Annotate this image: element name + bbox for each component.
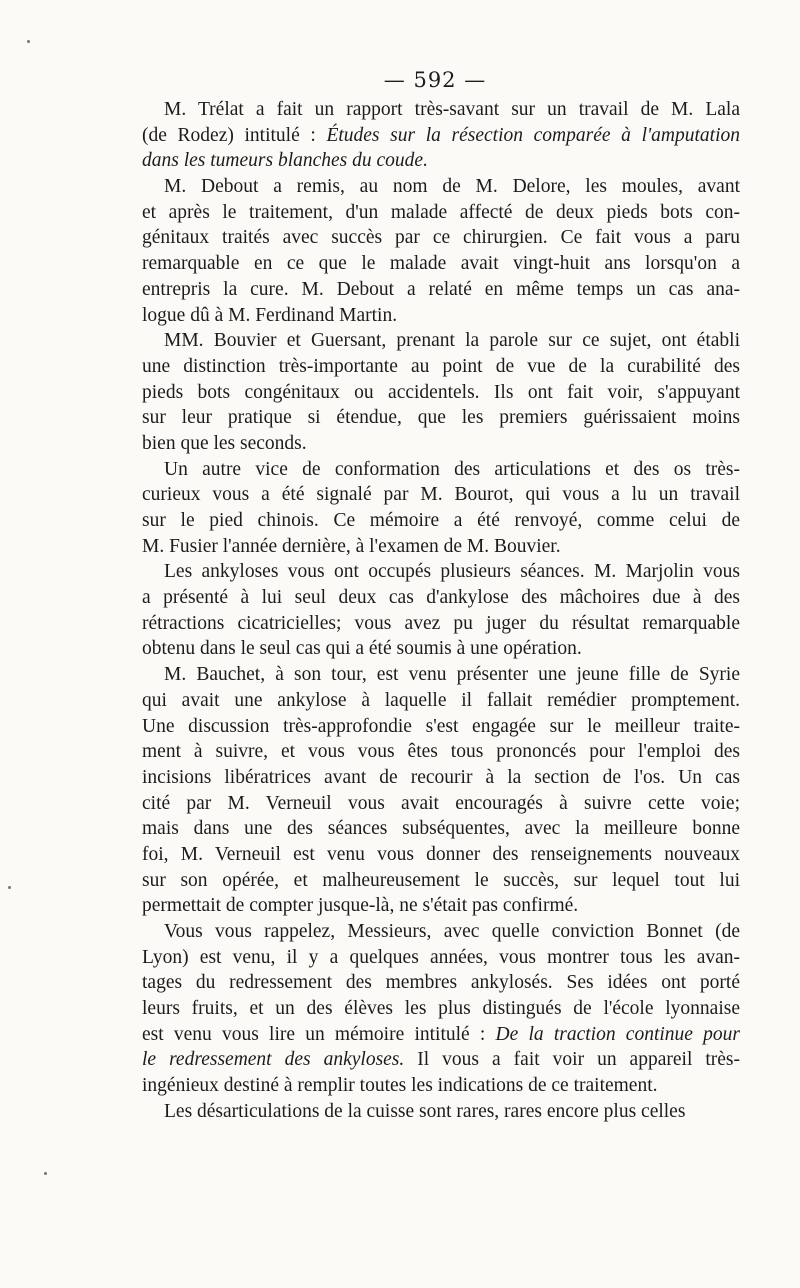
text-run: qui avait une ankylose à laquelle il fallait remédier promptement. <box>142 689 740 711</box>
body-text <box>142 97 740 1125</box>
text-run: curieux vous a été signalé par M. Bourot, qui vous a lu un travail <box>142 484 740 506</box>
text-line <box>142 688 740 714</box>
text-run: Les désarticulations de la cuisse sont rares, rares encore plus celles <box>164 1100 686 1122</box>
text-line <box>142 893 740 919</box>
text-line <box>142 919 740 945</box>
text-line <box>142 739 740 765</box>
text-line <box>142 945 740 971</box>
text-line <box>142 1073 740 1099</box>
text-run: ingénieux destiné à remplir toutes les indications de ce traitement. <box>142 1075 658 1097</box>
text-line <box>142 868 740 894</box>
text-line <box>142 1022 740 1048</box>
text-run: ment à suivre, et vous vous êtes tous prononcés pour l'emploi des <box>142 741 740 763</box>
text-run: sur son opérée, et malheureusement le succès, sur lequel tout lui <box>142 869 740 891</box>
italic-text-run: Études sur la résection comparée à l'amputation <box>326 124 740 146</box>
text-run: Une discussion très-approfondie s'est engagée sur le meilleur traite- <box>142 715 740 737</box>
italic-text-run: De la traction continue pour <box>495 1023 741 1045</box>
text-line <box>142 200 740 226</box>
text-run: leurs fruits, et un des élèves les plus distingués de l'école lyonnaise <box>142 998 740 1020</box>
text-line <box>142 714 740 740</box>
text-line <box>142 354 740 380</box>
italic-text-run: le redressement des ankyloses. <box>142 1049 405 1071</box>
text-run: mais dans une des séances subséquentes, avec la meilleure bonne <box>142 818 740 840</box>
text-run: Lyon) est venu, il y a quelques années, vous montrer tous les avan- <box>142 946 740 968</box>
text-line <box>142 148 740 174</box>
text-run: entrepris la cure. M. Debout a relaté en même temps un cas ana- <box>142 278 740 300</box>
text-run: une distinction très-importante au point de vue de la curabilité des <box>142 355 740 377</box>
text-run: Un autre vice de conformation des articulations et des os très- <box>164 458 740 480</box>
text-run: obtenu dans le seul cas qui a été soumis à une opération. <box>142 638 582 660</box>
text-run: M. Trélat a fait un rapport très-savant sur un travail de M. Lala <box>164 99 740 120</box>
text-line <box>142 174 740 200</box>
text-line <box>142 380 740 406</box>
text-line <box>142 405 740 431</box>
text-run: remarquable en ce que le malade avait vingt-huit ans lorsqu'on a <box>142 253 740 275</box>
text-line <box>142 303 740 329</box>
text-line <box>142 508 740 534</box>
text-run: Il vous a fait voir un appareil très- <box>404 1049 741 1071</box>
text-run: génitaux traités avec succès par ce chirurgien. Ce fait vous a paru <box>142 227 740 249</box>
text-run: rétractions cicatricielles; vous avez pu juger du résultat remarquable <box>142 612 740 634</box>
text-run: sur leur pratique si étendue, que les premiers guérissaient moins <box>142 407 740 429</box>
text-line <box>142 970 740 996</box>
text-line <box>142 457 740 483</box>
page-number: — 592 — <box>383 68 487 92</box>
text-run: logue dû à M. Ferdinand Martin. <box>142 304 398 326</box>
text-line <box>142 328 740 354</box>
text-run: incisions libératrices avant de recourir à la section de l'os. Un cas <box>142 766 740 788</box>
text-run: sur le pied chinois. Ce mémoire a été renvoyé, comme celui de <box>142 510 740 531</box>
text-run: est venu vous lire un mémoire intitulé : <box>142 1023 496 1045</box>
text-line <box>142 791 740 817</box>
text-line <box>142 251 740 277</box>
text-run: Vous vous rappelez, Messieurs, avec quelle conviction Bonnet (de <box>164 921 740 942</box>
text-line <box>142 765 740 791</box>
text-run: pieds bots congénitaux ou accidentels. Ils ont fait voir, s'appuyant <box>142 381 740 403</box>
text-line <box>142 662 740 688</box>
text-line <box>142 1099 740 1125</box>
text-run: (de Rodez) intitulé : <box>142 124 327 146</box>
text-run: MM. Bouvier et Guersant, prenant la parole sur ce sujet, ont établi <box>164 330 740 352</box>
italic-text-run: dans les tumeurs blanches du coude. <box>142 150 428 172</box>
scan-speck <box>8 886 11 889</box>
text-line <box>142 842 740 868</box>
text-line <box>142 559 740 585</box>
text-line <box>142 816 740 842</box>
text-run: M. Bauchet, à son tour, est venu présenter une jeune fille de Syrie <box>164 664 740 686</box>
text-run: et après le traitement, d'un malade affecté de deux pieds bots con- <box>142 201 740 223</box>
text-line <box>142 611 740 637</box>
text-run: cité par M. Verneuil vous avait encouragés à suivre cette voie; <box>142 792 740 814</box>
text-line <box>142 97 740 123</box>
text-run: a présenté à lui seul deux cas d'ankylose des mâchoires due à des <box>142 587 740 609</box>
text-line <box>142 636 740 662</box>
text-line <box>142 534 740 560</box>
text-run: M. Fusier l'année dernière, à l'examen de M. Bouvier. <box>142 535 561 557</box>
text-run: M. Debout a remis, au nom de M. Delore, les moules, avant <box>164 176 740 198</box>
text-run: permettait de compter jusque-là, ne s'était pas confirmé. <box>142 895 579 917</box>
text-line <box>142 277 740 303</box>
text-line <box>142 1047 740 1073</box>
text-run: foi, M. Verneuil est venu vous donner des renseignements nouveaux <box>142 843 740 865</box>
text-line <box>142 225 740 251</box>
text-line <box>142 123 740 149</box>
text-run: bien que les seconds. <box>142 432 307 454</box>
text-line <box>142 585 740 611</box>
text-run: Les ankyloses vous ont occupés plusieurs séances. M. Marjolin vous <box>164 561 740 583</box>
text-line <box>142 996 740 1022</box>
scan-speck <box>44 1172 47 1175</box>
text-run: tages du redressement des membres ankylosés. Ses idées ont porté <box>142 972 740 994</box>
text-line <box>142 482 740 508</box>
scan-speck <box>27 40 30 43</box>
text-line <box>142 431 740 457</box>
